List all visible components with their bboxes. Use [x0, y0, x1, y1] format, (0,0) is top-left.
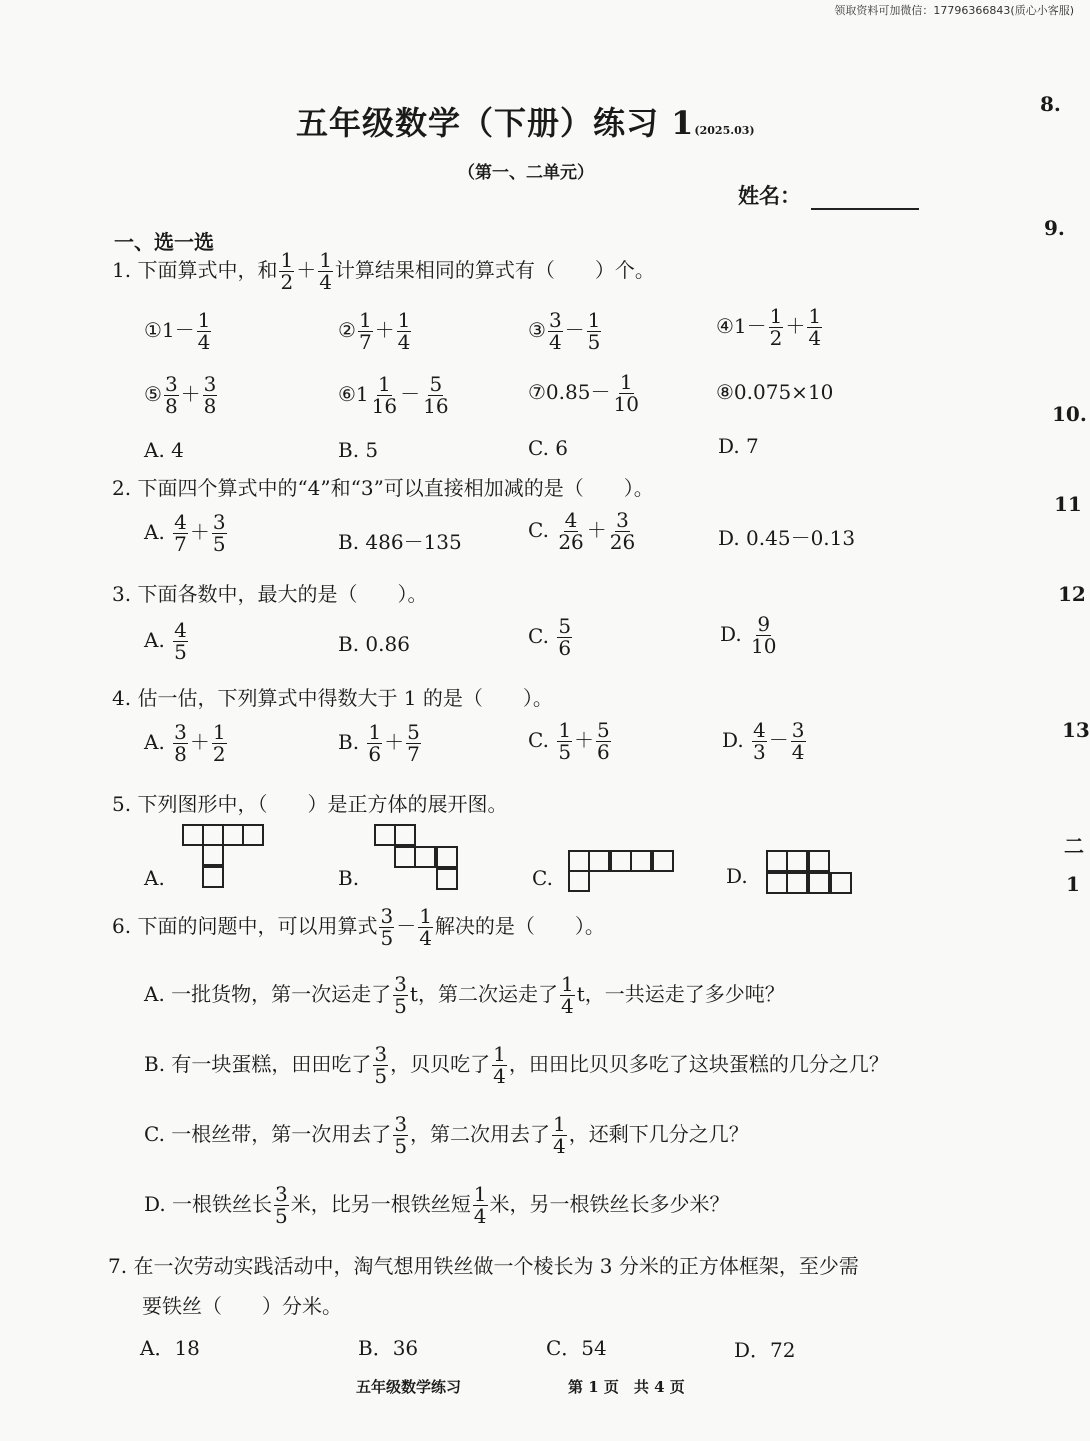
side-num-13: 13	[1062, 718, 1090, 742]
question-4: 4. 估一估，下列算式中得数大于 1 的是（ ）。	[112, 686, 553, 710]
side-num-11: 11	[1054, 492, 1082, 516]
q1-choice-b: B. 5	[338, 438, 379, 462]
question-7: 7. 在一次劳动实践活动中，淘气想用铁丝做一个棱长为 3 分米的正方体框架，至少需	[108, 1254, 859, 1278]
page-title	[296, 98, 755, 144]
op: ＋	[296, 258, 317, 282]
question-5: 5. 下列图形中，（ ）是正方体的展开图。	[112, 792, 508, 816]
q1-item-8: ⑧0.075×10	[716, 380, 834, 404]
q6-choice-d: D. 一根铁丝长 $\frac{3}{5}$ 米，比另一根铁丝短 $\frac{1}{4}$ 米，另一根铁丝长多少米？	[144, 1182, 730, 1228]
watermark-text: 领取资料可加微信：17796366843(质心小客服)	[834, 4, 1074, 17]
q2-choice-b: B. 486－135	[338, 530, 462, 554]
name-blank-line	[811, 188, 919, 210]
q6-choice-c: C. 一根丝带，第一次用去了 $\frac{3}{5}$ ，第二次用去了 $\frac{1}{4}$ ，还剩下几分之几？	[144, 1112, 749, 1158]
q6-choice-b: B. 有一块蛋糕，田田吃了 $\frac{3}{5}$ ，贝贝吃了 $\frac{1}{4}$ ，田田比贝贝多吃了这块蛋糕的几分之几？	[144, 1042, 889, 1088]
title-date: (2025.03)	[694, 124, 755, 137]
q1-choice-d: D. 7	[718, 434, 759, 458]
q4-choice-b: B. $\frac{1}{6}$ ＋ $\frac{5}{7}$	[338, 720, 420, 766]
q5-label-b: B.	[338, 866, 360, 890]
question-2: 2. 下面四个算式中的“4”和“3”可以直接相加减的是（ ）。	[112, 476, 654, 500]
name-field	[738, 180, 919, 210]
q5-label-c: C.	[532, 866, 553, 890]
fraction: $\frac{1}{2}$	[280, 248, 294, 294]
q1-text-b: 计算结果相同的算式有（ ）个。	[334, 258, 655, 282]
question-1	[112, 250, 655, 293]
side-num-12: 12	[1058, 582, 1086, 606]
q1-item-7: ⑦0.85－ $\frac{1}{10}$	[528, 370, 639, 416]
q3-choice-c: C. $\frac{5}{6}$	[528, 614, 572, 660]
side-num-10: 10.	[1052, 402, 1087, 426]
q1-item-1: ①1－ $\frac{1}{4}$	[144, 308, 211, 354]
q4-choice-c: C. $\frac{1}{5}$ ＋ $\frac{5}{6}$	[528, 718, 610, 764]
question-3: 3. 下面各数中，最大的是（ ）。	[112, 582, 428, 606]
footer-page: 第 1 页 共 4 页	[568, 1378, 685, 1396]
page-subtitle: （第一、二单元）	[458, 163, 594, 183]
q7-choice-b: B．36	[358, 1336, 419, 1360]
q3-choice-d: D. $\frac{9}{10}$	[720, 612, 777, 658]
title-text: 五年级数学（下册）练习 1	[296, 104, 695, 142]
question-6: 6. 下面的问题中，可以用算式 $\frac{3}{5}$ － $\frac{1}{4}$ 解决的是（ ）。	[112, 904, 605, 950]
q5-label-a: A.	[144, 866, 165, 890]
q1-item-4: ④1－ $\frac{1}{2}$ ＋ $\frac{1}{4}$	[716, 304, 822, 350]
q3-choice-b: B. 0.86	[338, 632, 410, 656]
name-label: 姓名：	[738, 183, 801, 208]
q7-choice-d: D．72	[734, 1338, 796, 1362]
q6-choice-a: A. 一批货物，第一次运走了 $\frac{3}{5}$ t，第二次运走了 $\frac{1}{4}$ t，一共运走了多少吨？	[144, 972, 785, 1018]
q1-item-2: ② $\frac{1}{7}$ ＋ $\frac{1}{4}$	[338, 308, 411, 354]
q3-choice-a: A. $\frac{4}{5}$	[144, 618, 187, 664]
footer-left: 五年级数学练习	[356, 1378, 462, 1396]
side-section-2: 二	[1064, 834, 1084, 858]
q1-text-a: 下面算式中，和	[137, 258, 278, 282]
q1-choice-c: C. 6	[528, 436, 569, 460]
section-heading: 一、选一选	[114, 230, 214, 254]
side-num-8: 8.	[1040, 92, 1061, 116]
question-7-line2: 要铁丝（ ）分米。	[142, 1294, 342, 1318]
q5-label-d: D.	[726, 864, 748, 888]
q1-number: 1.	[112, 258, 132, 282]
q2-choice-c: C. $\frac{4}{26}$ ＋ $\frac{3}{26}$	[528, 508, 636, 554]
q1-item-5: ⑤ $\frac{3}{8}$ ＋ $\frac{3}{8}$	[144, 372, 217, 418]
q7-choice-c: C．54	[546, 1336, 607, 1360]
q7-choice-a: A．18	[140, 1336, 200, 1360]
q4-choice-a: A. $\frac{3}{8}$ ＋ $\frac{1}{2}$	[144, 720, 226, 766]
q1-item-3: ③ $\frac{3}{4}$ － $\frac{1}{5}$	[528, 308, 601, 354]
side-num-1: 1	[1066, 872, 1080, 896]
q2-choice-d: D. 0.45－0.13	[718, 526, 856, 550]
side-num-9: 9.	[1044, 216, 1065, 240]
q1-choice-a: A. 4	[144, 438, 184, 462]
fraction: $\frac{1}{4}$	[319, 248, 332, 294]
q1-item-6: ⑥1 $\frac{1}{16}$ － $\frac{5}{16}$	[338, 372, 449, 418]
q2-choice-a: A. $\frac{4}{7}$ ＋ $\frac{3}{5}$	[144, 510, 226, 556]
q4-choice-d: D. $\frac{4}{3}$ － $\frac{3}{4}$	[722, 718, 805, 764]
